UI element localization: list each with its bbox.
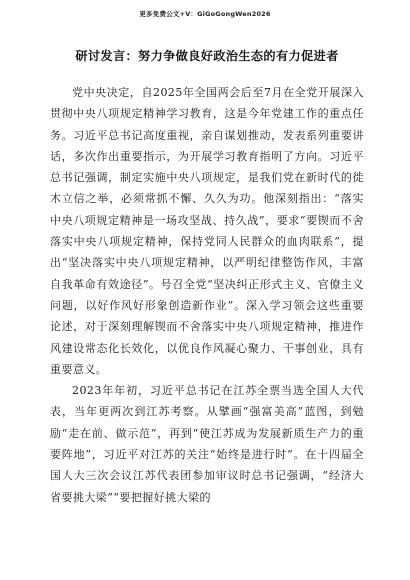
document-body	[50, 82, 364, 508]
header-note: 更多免费公文+V：GiGoGongWen2026	[139, 10, 271, 18]
document-title: 研讨发言：努力争做良好政治生态的有力促进者	[75, 49, 339, 63]
paragraph-1: 党中央决定，自2025年全国两会后至7月在全党开展深入贯彻中央八项规定精神学习教育，这是今年党建工作的重点任务。习近平总书记高度重视，亲自谋划推动，发表系列重要讲话，多次作出重要指示，为开展学习教育指明了方向。习近平总书记强调，制定实施中央八项规定，是我们党在新时代的徙木立信之举，必须常抓不懈、久久为功。他深刻指出：“落实中央八项规定精神是一场攻坚战、持久战”，要求“要锲而不舍落实中央八项规定精神，保持党同人民群众的血肉联系”，提出“坚决落实中央八项规定精神，以严明纪律整饬作风，丰富自我革命有效途径”。号召全党“坚决纠正形式主义、官僚主义问题，以好作风好形象创造新作业”。深入学习领会这些重要论述，对于深刻理解锲而不舍落实中央八项规定精神，推进作风建设常态化长效化，以优良作风凝心聚力、干事创业，具有重要意义。	[50, 86, 364, 376]
paragraph-2: 2023年年初，习近平总书记在江苏全票当选全国人大代表，当年更两次到江苏考察。从擘画“强富美高”蓝图，到勉励“走在前、做示范”，再到“使江苏成为发展新质生产力的重要阵地”，习近平对江苏的关注“始终是进行时”。在十四届全国人大三次会议江苏代表团参加审议时总书记强调，“经济大省要挑大梁”“要把握好挑大梁的	[50, 384, 364, 504]
